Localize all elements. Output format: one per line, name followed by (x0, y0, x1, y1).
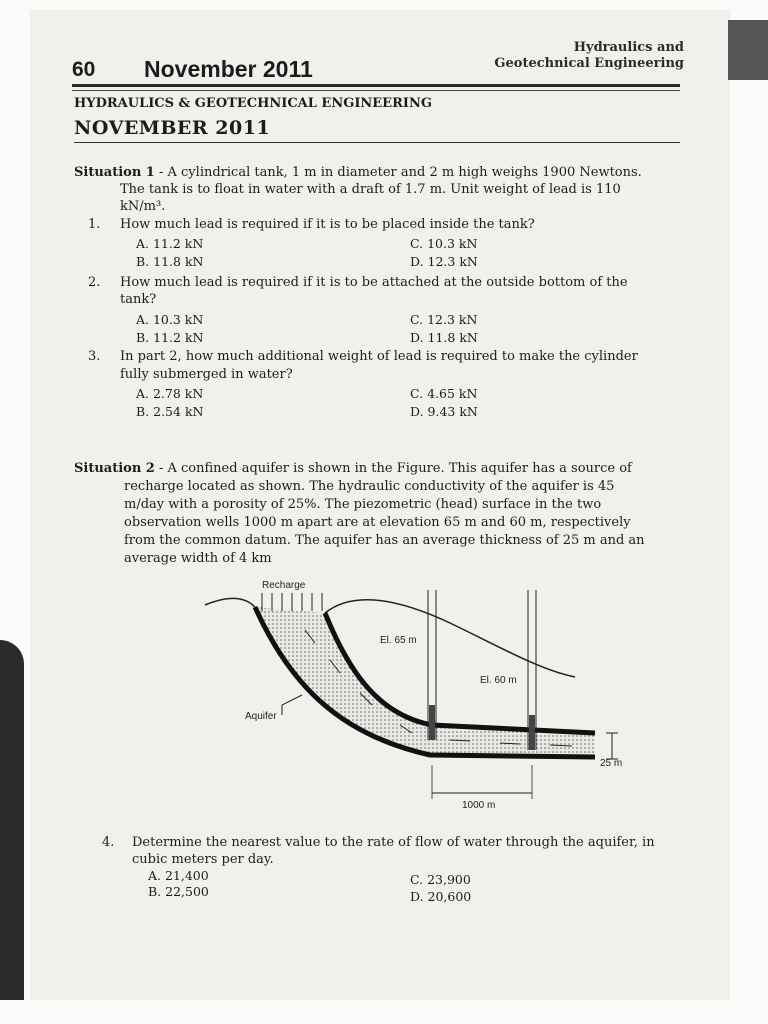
option-b: B. 11.8 kN (136, 254, 204, 269)
option-d: D. 9.43 kN (410, 404, 478, 419)
option-d: D. 12.3 kN (410, 254, 478, 269)
header-rule-thin (72, 90, 680, 91)
section-title: HYDRAULICS & GEOTECHNICAL ENGINEERING (74, 96, 432, 111)
option-a: A. 21,400 (148, 868, 209, 883)
question-number: 4. (102, 835, 115, 850)
question-text-cont: cubic meters per day. (132, 852, 274, 867)
section-date: NOVEMBER 2011 (74, 117, 271, 139)
running-header (72, 40, 684, 88)
question-text-cont: tank? (120, 292, 157, 307)
option-c: C. 23,900 (410, 872, 471, 887)
option-a: A. 10.3 kN (136, 312, 204, 327)
question-text: Determine the nearest value to the rate of flow of water through the aquifer, in (132, 835, 655, 850)
question-text: How much lead is required if it is to be attached at the outside bottom of the (120, 275, 628, 290)
situation2-line1: Situation 2 - A confined aquifer is shown in the Figure. This aquifer has a source of (74, 461, 632, 476)
aquifer-figure (200, 575, 630, 815)
ground-surface-left (205, 598, 255, 607)
edge-shadow-left (0, 640, 24, 1000)
observation-well-1 (428, 590, 436, 740)
page-number: 60 (72, 58, 96, 81)
situation1-line1: Situation 1 - A cylindrical tank, 1 m in diameter and 2 m high weighs 1900 Newtons. (74, 165, 642, 180)
option-c: C. 10.3 kN (410, 236, 478, 251)
recharge-label: Recharge (262, 580, 306, 591)
header-rule (72, 84, 680, 87)
situation1-line3: kN/m³. (120, 199, 166, 214)
header-date: November 2011 (144, 56, 313, 82)
thickness-label: 25 m (600, 758, 623, 769)
section-rule (74, 142, 680, 143)
aquifer-layer (255, 607, 595, 757)
option-d: D. 11.8 kN (410, 330, 478, 345)
distance-label: 1000 m (462, 800, 496, 811)
situation2-line5: from the common datum. The aquifer has an average thickness of 25 m and an (124, 533, 645, 548)
option-a: A. 11.2 kN (136, 236, 204, 251)
option-a: A. 2.78 kN (136, 386, 204, 401)
header-subject: Hydraulics and Geotechnical Engineering (494, 40, 684, 71)
elevation-label-1: El. 65 m (380, 635, 417, 646)
ground-surface-right (325, 600, 575, 677)
question-number: 3. (88, 349, 101, 364)
option-b: B. 11.2 kN (136, 330, 204, 345)
situation1-line2: The tank is to float in water with a draft of 1.7 m. Unit weight of lead is 110 (120, 182, 621, 197)
option-b: B. 22,500 (148, 884, 209, 899)
edge-shadow-right (728, 20, 768, 80)
situation2-line6: average width of 4 km (124, 551, 272, 566)
question-text: How much lead is required if it is to be placed inside the tank? (120, 217, 535, 232)
option-c: C. 4.65 kN (410, 386, 478, 401)
observation-well-2 (528, 590, 536, 750)
question-text: In part 2, how much additional weight of lead is required to make the cylinder (120, 349, 638, 364)
question-number: 1. (88, 217, 101, 232)
option-c: C. 12.3 kN (410, 312, 478, 327)
recharge-arrows (262, 593, 322, 611)
question-number: 2. (88, 275, 101, 290)
situation2-line2: recharge located as shown. The hydraulic conductivity of the aquifer is 45 (124, 479, 615, 494)
elevation-label-2: El. 60 m (480, 675, 517, 686)
question-text-cont: fully submerged in water? (120, 367, 293, 382)
option-d: D. 20,600 (410, 889, 472, 904)
situation2-line4: observation wells 1000 m apart are at elevation 65 m and 60 m, respectively (124, 515, 631, 530)
aquifer-label: Aquifer (245, 711, 277, 722)
situation2-line3: m/day with a porosity of 25%. The piezometric (head) surface in the two (124, 497, 602, 512)
aquifer-leader-line (282, 695, 302, 715)
option-b: B. 2.54 kN (136, 404, 204, 419)
